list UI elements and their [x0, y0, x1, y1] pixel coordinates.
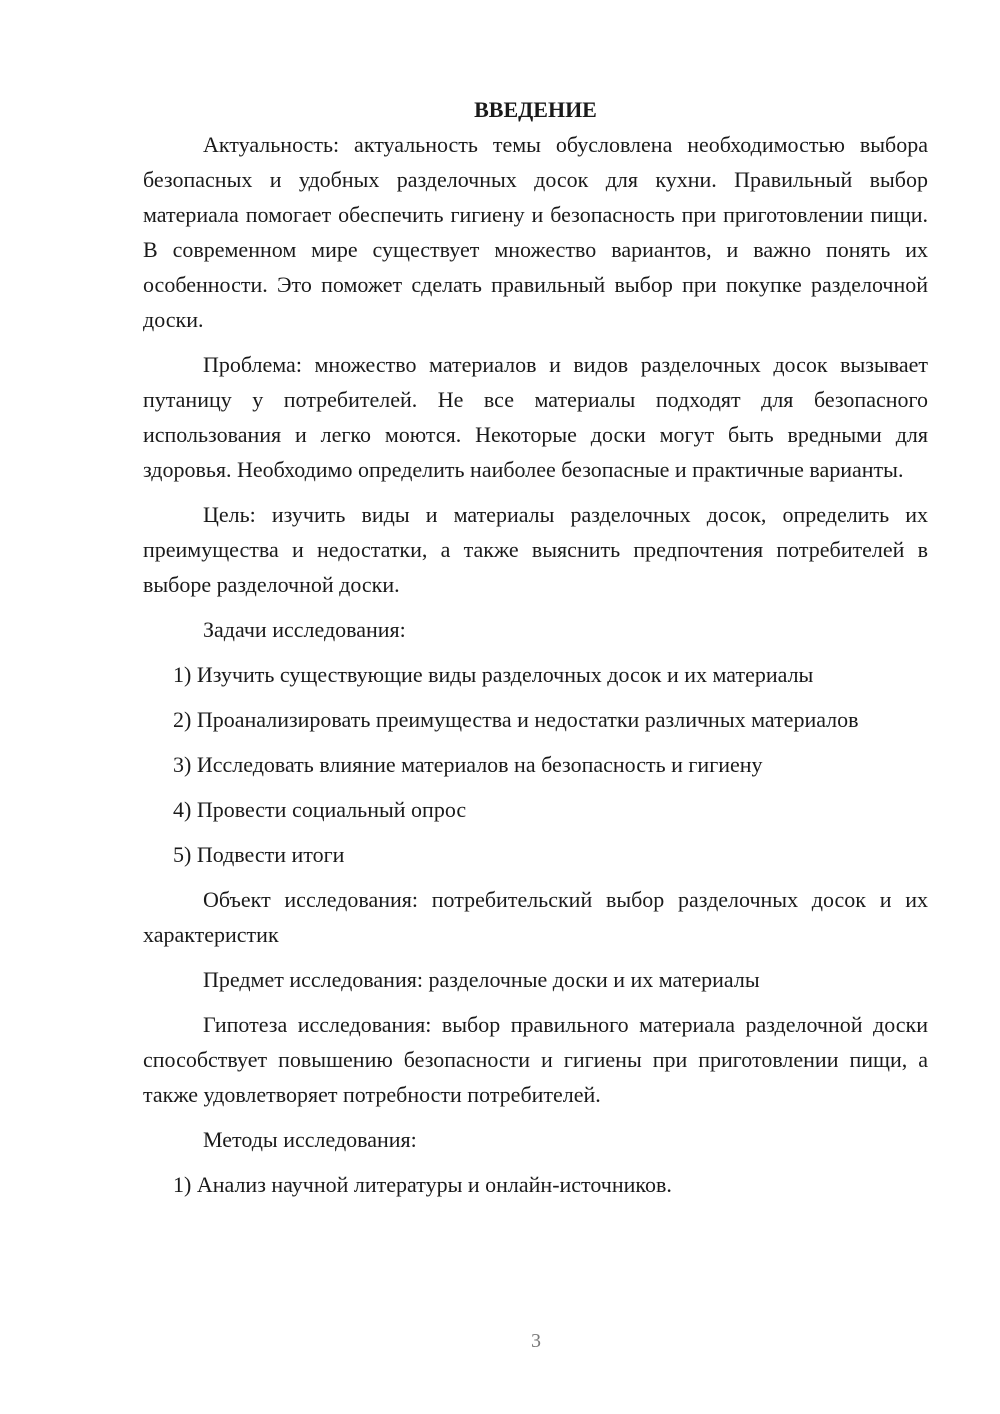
- task-item-2: 2) Проанализировать преимущества и недостатки различных материалов: [173, 707, 859, 732]
- paragraph-hypothesis: Гипотеза исследования: выбор правильного материала разделочной доски способствует повышению безопасности и гигиены при приготовлении пищи, а также удовлетворяет потребности потребителей.: [143, 1012, 928, 1107]
- paragraph-goal: Цель: изучить виды и материалы разделочных досок, определить их преимущества и недостатки, а также выяснить предпочтения потребителей в выборе разделочной доски.: [143, 502, 928, 597]
- task-item-4: 4) Провести социальный опрос: [173, 797, 467, 822]
- task-item-1: 1) Изучить существующие виды разделочных досок и их материалы: [173, 662, 814, 687]
- task-item-5: 5) Подвести итоги: [173, 842, 345, 867]
- tasks-heading: Задачи исследования:: [203, 617, 406, 642]
- paragraph-subject: Предмет исследования: разделочные доски и их материалы: [203, 967, 760, 992]
- page-number: 3: [531, 1330, 541, 1352]
- paragraph-object: Объект исследования: потребительский выбор разделочных досок и их характеристик: [143, 887, 928, 947]
- task-item-3: 3) Исследовать влияние материалов на безопасность и гигиену: [173, 752, 763, 777]
- document-page: [143, 92, 928, 1202]
- paragraph-problem: Проблема: множество материалов и видов разделочных досок вызывает путаницу у потребителей. Не все материалы подходят для безопасного использования и легко моются. Некоторые доски могут быть вредными для здоровья. Необходимо определить наиболее безопасные и практичные варианты.: [143, 352, 928, 482]
- methods-heading: Методы исследования:: [203, 1127, 417, 1152]
- method-item-1: 1) Анализ научной литературы и онлайн-источников.: [173, 1172, 672, 1197]
- paragraph-relevance: Актуальность: актуальность темы обусловлена необходимостью выбора безопасных и удобных разделочных досок для кухни. Правильный выбор материала помогает обеспечить гигиену и безопасность при приготовлении пищи. В современном мире существует множество вариантов, и важно понять их особенности. Это поможет сделать правильный выбор при покупке разделочной доски.: [143, 132, 928, 332]
- section-title: ВВЕДЕНИЕ: [474, 97, 597, 122]
